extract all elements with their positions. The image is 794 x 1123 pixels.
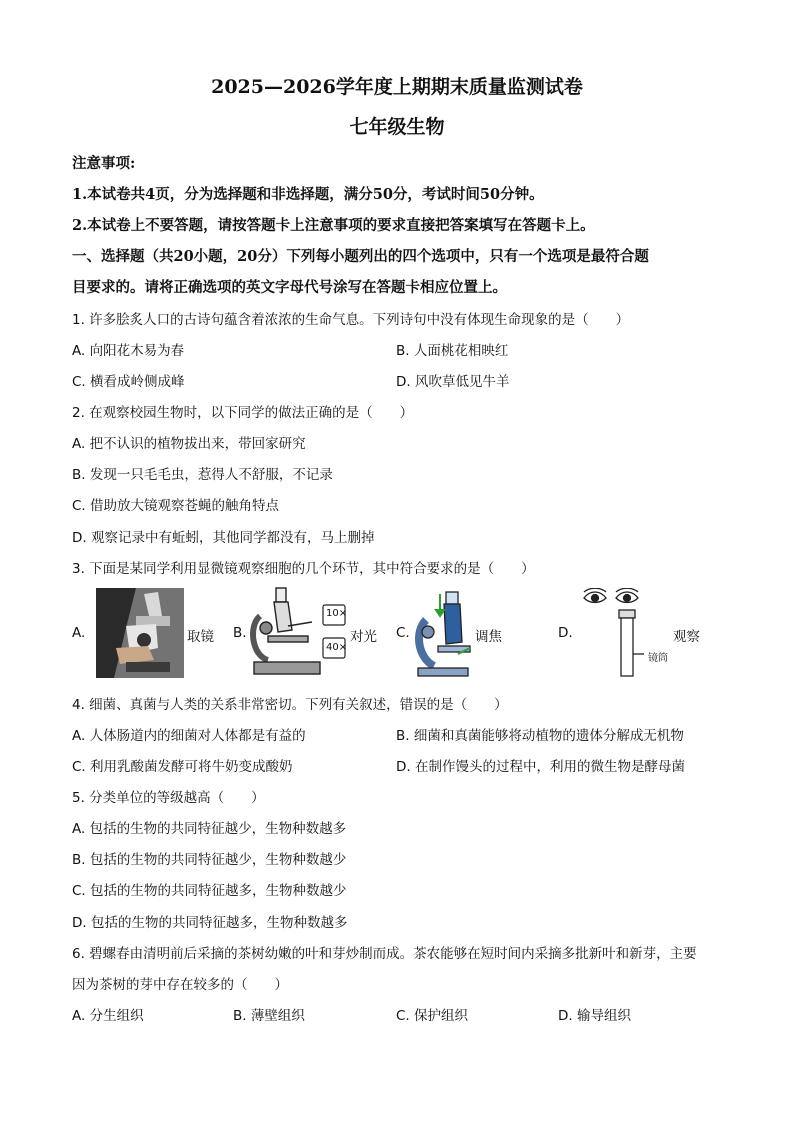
q5-option-a: A. 包括的生物的共同特征越少，生物种数越多 <box>72 821 347 837</box>
q5-stem: 5. 分类单位的等级越高（ ） <box>72 790 265 806</box>
q4-option-d: D. 在制作馒头的过程中，利用的微生物是酵母菌 <box>396 759 685 775</box>
exam-subject: 七年级生物 <box>349 116 445 138</box>
q3-option-c-text: 调焦 <box>475 629 502 645</box>
exam-title: 2025—2026学年度上期期末质量监测试卷 <box>211 76 583 98</box>
q3-option-d-letter: D. <box>558 625 573 641</box>
q3-stem: 3. 下面是某同学利用显微镜观察细胞的几个环节，其中符合要求的是（ ） <box>72 561 535 577</box>
q3-option-c-letter: C. <box>396 625 410 641</box>
q2-option-b: B. 发现一只毛毛虫，惹得人不舒服，不记录 <box>72 467 333 483</box>
q3-option-b-letter: B. <box>233 625 247 641</box>
q1-option-d: D. 风吹草低见牛羊 <box>396 374 510 390</box>
q6-option-a: A. 分生组织 <box>72 1008 144 1024</box>
q3-option-b-text: 对光 <box>350 629 377 645</box>
q6-option-c: C. 保护组织 <box>396 1008 469 1024</box>
lens-10x-label: 10× <box>326 608 348 619</box>
q3-option-a-letter: A. <box>72 625 86 641</box>
q1-option-a: A. 向阳花木易为春 <box>72 343 185 359</box>
q2-stem: 2. 在观察校园生物时，以下同学的做法正确的是（ ） <box>72 405 414 421</box>
q2-option-a: A. 把不认识的植物拔出来，带回家研究 <box>72 436 306 452</box>
q6-stem-line-2: 因为茶树的芽中存在较多的（ ） <box>72 977 288 993</box>
microscope-drawing-c <box>412 586 474 678</box>
section-1-line-1: 一、选择题（共20小题，20分）下列每小题列出的四个选项中，只有一个选项是最符合题 <box>72 248 649 265</box>
tube-label: 镜筒 <box>648 653 668 664</box>
lens-40x-label: 40× <box>326 642 348 653</box>
q4-option-b: B. 细菌和真菌能够将动植物的遗体分解成无机物 <box>396 728 684 744</box>
q5-option-d: D. 包括的生物的共同特征越多，生物种数越多 <box>72 915 348 931</box>
q1-stem: 1. 许多脍炙人口的古诗句蕴含着浓浓的生命气息。下列诗句中没有体现生命现象的是（ ） <box>72 312 630 328</box>
q4-option-a: A. 人体肠道内的细菌对人体都是有益的 <box>72 728 306 744</box>
q4-option-c: C. 利用乳酸菌发酵可将牛奶变成酸奶 <box>72 759 293 775</box>
q2-option-d: D. 观察记录中有蚯蚓，其他同学都没有，马上删掉 <box>72 530 375 546</box>
notes-item-2: 2.本试卷上不要答题，请按答题卡上注意事项的要求直接把答案填写在答题卡上。 <box>72 217 595 234</box>
q5-option-c: C. 包括的生物的共同特征越多，生物种数越少 <box>72 883 347 899</box>
eye-and-tube-drawing <box>582 588 646 678</box>
notes-item-1: 1.本试卷共4页，分为选择题和非选择题，满分50分，考试时间50分钟。 <box>72 186 544 203</box>
q6-option-b: B. 薄壁组织 <box>233 1008 305 1024</box>
q1-option-b: B. 人面桃花相映红 <box>396 343 509 359</box>
q3-option-a-text: 取镜 <box>187 629 214 645</box>
q2-option-c: C. 借助放大镜观察苍蝇的触角特点 <box>72 498 280 514</box>
notes-heading: 注意事项: <box>72 155 136 172</box>
section-1-line-2: 目要求的。请将正确选项的英文字母代号涂写在答题卡相应位置上。 <box>72 279 507 296</box>
q1-option-c: C. 横看成岭侧成峰 <box>72 374 185 390</box>
q6-option-d: D. 输导组织 <box>558 1008 631 1024</box>
q6-stem-line-1: 6. 碧螺春由清明前后采摘的茶树幼嫩的叶和芽炒制而成。茶农能够在短时间内采摘多批新叶和新芽，主要 <box>72 946 697 962</box>
microscope-hand-photo <box>96 588 184 678</box>
q5-option-b: B. 包括的生物的共同特征越少，生物种数越少 <box>72 852 347 868</box>
q4-stem: 4. 细菌、真菌与人类的关系非常密切。下列有关叙述，错误的是（ ） <box>72 697 508 713</box>
q3-option-d-text: 观察 <box>673 629 700 645</box>
